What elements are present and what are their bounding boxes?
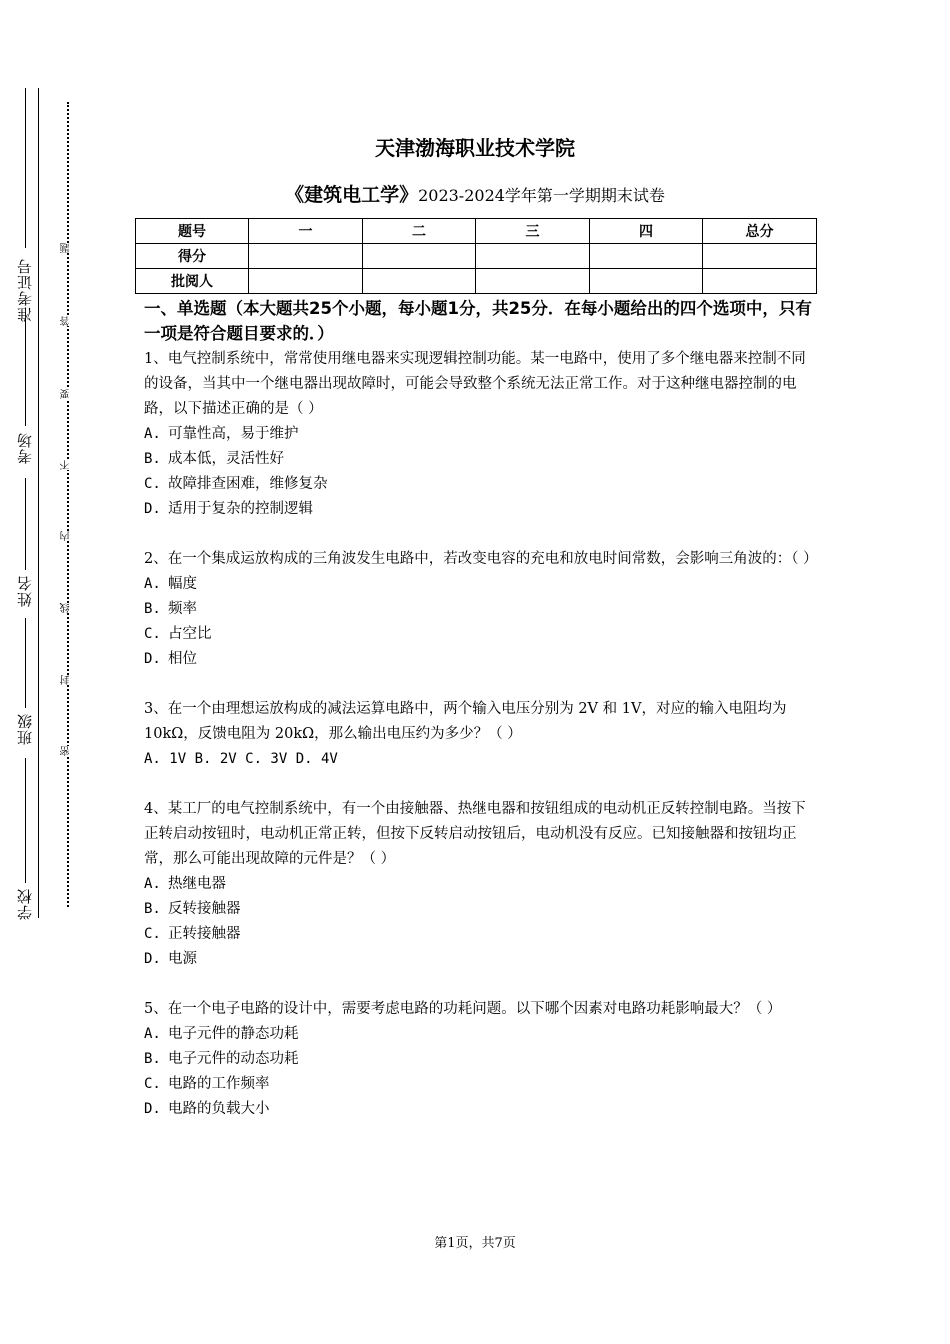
option-d: [144, 1097, 812, 1122]
score-row: [136, 244, 817, 269]
option-letter: D.: [144, 1101, 161, 1117]
school-label: 学校: [16, 888, 34, 920]
question-stem: 4、某工厂的电气控制系统中，有一个由接触器、热继电器和按钮组成的电动机正反转控制电路。当按下正转启动按钮时，电动机正常正转，但按下反转启动按钮后，电动机没有反应。已知接触器和按钮均正常，那么可能出现故障的元件是？（ ）: [144, 801, 806, 867]
option-letter: B.: [144, 451, 161, 467]
score-cell: [476, 244, 590, 269]
score-header-cell: 三: [476, 219, 590, 244]
option-letter: C.: [144, 476, 161, 492]
option-text: 电子元件的静态功耗: [168, 1026, 299, 1042]
option-c: [144, 472, 812, 497]
exam-number-label: 准考证号: [16, 258, 34, 322]
option-text: 反转接触器: [168, 901, 241, 917]
exam-room-line: [25, 318, 26, 426]
exam-subtitle: [0, 180, 950, 207]
reviewer-cell: [590, 269, 703, 294]
option-d: [144, 497, 812, 522]
option-text: 故障排查困难，维修复杂: [168, 476, 328, 492]
score-header-cell: 总分: [703, 219, 817, 244]
seal-char: 要: [59, 389, 75, 399]
question-5: [144, 997, 812, 1122]
option-letter: D.: [144, 951, 161, 967]
section-heading: 一、单选题（本大题共25个小题，每小题1分，共25分．在每小题给出的四个选项中，只有一项是符合题目要求的．）: [144, 299, 812, 343]
seal-char: 答: [59, 316, 75, 326]
option-text: 幅度: [168, 576, 197, 592]
option-text: 成本低，灵活性好: [168, 451, 284, 467]
score-header-cell: 四: [590, 219, 703, 244]
option-b: [144, 897, 812, 922]
option-c: [144, 1072, 812, 1097]
option-text: 可靠性高，易于维护: [168, 426, 299, 442]
option-letter: A.: [144, 1026, 161, 1042]
inline-options: A. 1V B. 2V C. 3V D. 4V: [144, 751, 338, 767]
option-d: [144, 947, 812, 972]
score-header-cell: 一: [249, 219, 363, 244]
option-letter: A.: [144, 426, 161, 442]
seal-dotted-line: [67, 102, 69, 907]
option-d: [144, 647, 812, 672]
term-text: 2023-2024学年第一学期期末试卷: [418, 186, 665, 205]
school-line: [25, 758, 26, 883]
option-c: [144, 622, 812, 647]
option-text: 电子元件的动态功耗: [168, 1051, 299, 1067]
option-text: 相位: [168, 651, 197, 667]
option-c: [144, 922, 812, 947]
page-number: 第1页，共7页: [434, 1236, 516, 1251]
option-text: 电路的工作频率: [168, 1076, 270, 1092]
question-stem: 5、在一个电子电路的设计中，需要考虑电路的功耗问题。以下哪个因素对电路功耗影响最大？（ ）: [144, 1001, 782, 1017]
question-2: [144, 547, 818, 672]
seal-char: 密: [59, 746, 75, 756]
option-letter: C.: [144, 626, 161, 642]
option-letter: A.: [144, 576, 161, 592]
question-stem: 3、在一个由理想运放构成的减法运算电路中，两个输入电压分别为 2V 和 1V，对应的输入电阻均为 10kΩ，反馈电阻为 20kΩ，那么输出电压约为多少？（ ）: [144, 701, 787, 742]
option-letter: C.: [144, 1076, 161, 1092]
option-text: 热继电器: [168, 876, 226, 892]
question-3: [144, 697, 812, 772]
seal-char: 封: [59, 675, 75, 685]
score-cell: [363, 244, 476, 269]
option-text: 占空比: [168, 626, 212, 642]
seal-char: 题: [59, 243, 75, 253]
option-letter: A.: [144, 876, 161, 892]
score-cell: [703, 244, 817, 269]
score-cell: [249, 244, 363, 269]
question-stem: 2、在一个集成运放构成的三角波发生电路中，若改变电容的充电和放电时间常数，会影响三角波的：（ ）: [144, 551, 818, 567]
student-name-line: [25, 478, 26, 570]
exam-room-label: 考场: [16, 432, 34, 464]
score-header-cell: 二: [363, 219, 476, 244]
question-stem: 1、电气控制系统中，常常使用继电器来实现逻辑控制功能。某一电路中，使用了多个继电器来控制不同的设备，当其中一个继电器出现故障时，可能会导致整个系统无法正常工作。对于这种继电器控制的电路，以下描述正确的是（ ）: [144, 351, 806, 417]
class-label: 班级: [16, 713, 34, 745]
option-letter: B.: [144, 601, 161, 617]
question-1: [144, 347, 812, 522]
course-name: 《建筑电工学》: [285, 184, 419, 206]
reviewer-row: [136, 269, 817, 294]
option-a: [144, 872, 812, 897]
option-text: 适用于复杂的控制逻辑: [168, 501, 313, 517]
option-a: [144, 572, 812, 597]
option-b: [144, 1047, 812, 1072]
score-row-label: 得分: [136, 244, 249, 269]
option-b: [144, 447, 812, 472]
reviewer-cell: [476, 269, 590, 294]
seal-char: 不: [59, 460, 75, 470]
class-line: [25, 618, 26, 708]
option-letter: D.: [144, 501, 161, 517]
score-table: [135, 218, 817, 294]
option-text: 频率: [168, 601, 197, 617]
reviewer-cell: [703, 269, 817, 294]
option-letter: B.: [144, 1051, 161, 1067]
option-text: 正转接触器: [168, 926, 241, 942]
option-text: 电源: [168, 951, 197, 967]
option-b: [144, 597, 812, 622]
reviewer-cell: [363, 269, 476, 294]
reviewer-cell: [249, 269, 363, 294]
reviewer-row-label: 批阅人: [136, 269, 249, 294]
student-name-label: 姓名: [16, 575, 34, 607]
option-letter: C.: [144, 926, 161, 942]
option-text: 电路的负载大小: [168, 1101, 270, 1117]
institution-title: 天津渤海职业技术学院: [375, 136, 575, 160]
margin-solid-line: [38, 88, 39, 918]
score-header-row: [136, 219, 817, 244]
option-letter: D.: [144, 651, 161, 667]
exam-number-line: [25, 88, 26, 248]
seal-char: 内: [59, 531, 75, 541]
seal-char: 线: [59, 603, 75, 613]
score-header-cell: 题号: [136, 219, 249, 244]
exam-content: [144, 296, 818, 1122]
option-a: [144, 422, 812, 447]
option-a: [144, 1022, 812, 1047]
question-4: [144, 797, 812, 972]
option-letter: B.: [144, 901, 161, 917]
score-cell: [590, 244, 703, 269]
